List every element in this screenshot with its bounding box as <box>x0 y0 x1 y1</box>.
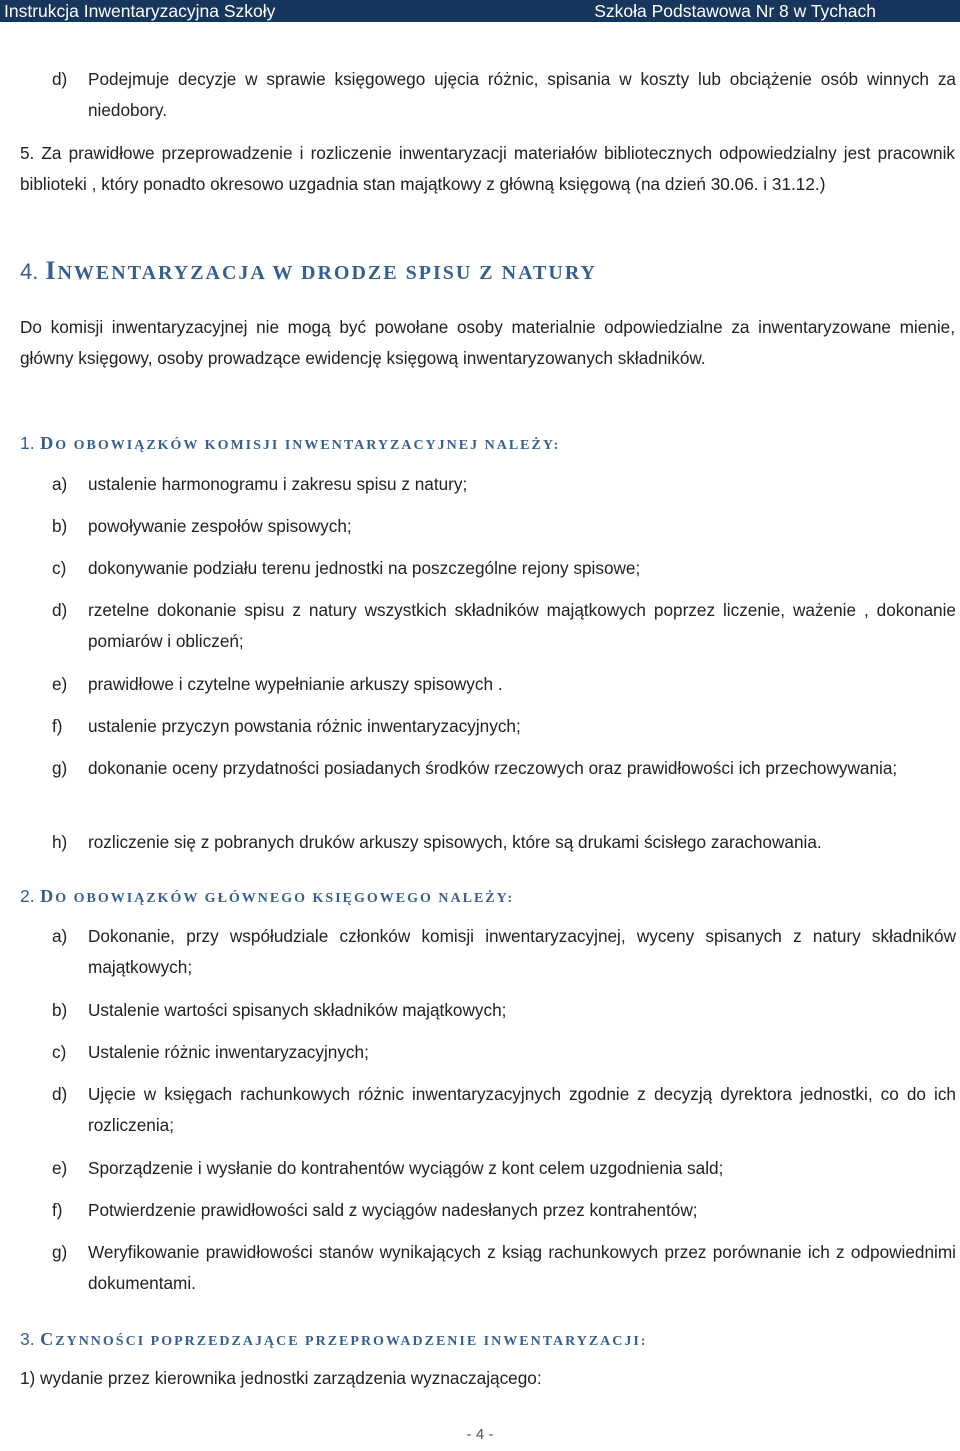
sub-number: 1. <box>20 433 35 453</box>
list-item-text: rozliczenie się z pobranych druków arkuszy spisowych, które są drukami ścisłego zarachowania. <box>88 832 822 852</box>
section-4-intro: Do komisji inwentaryzacyjnej nie mogą być powołane osoby materialnie odpowiedzialne za inwentaryzowane mienie, główny księgowy, osoby prowadzące ewidencję księgową inwentaryzowanych składników. <box>20 317 955 368</box>
list-item-label: d) <box>52 600 68 620</box>
list-item-text: Dokonanie, przy współudziale członków komisji inwentaryzacyjnej, wyceny spisanych z natury składników majątkowych; <box>88 926 956 977</box>
list-item <box>52 511 956 542</box>
list-item-text: prawidłowe i czytelne wypełnianie arkuszy spisowych . <box>88 674 503 694</box>
page-number: - 4 - <box>466 1426 494 1443</box>
list-item-label: f) <box>52 716 63 736</box>
list-item <box>52 753 956 784</box>
list-item-label: f) <box>52 1200 63 1220</box>
list-item-label: c) <box>52 558 67 578</box>
list-item <box>52 1079 956 1141</box>
list-item <box>52 827 956 858</box>
list-item <box>52 1237 956 1299</box>
list-item-label: g) <box>52 758 68 778</box>
list-item <box>52 469 956 500</box>
sub-number: 3. <box>20 1329 35 1349</box>
section-initial: I <box>45 256 58 285</box>
list-item <box>52 1195 956 1226</box>
list-item <box>52 921 956 983</box>
sub-number: 2. <box>20 886 35 906</box>
list-item-text: Potwierdzenie prawidłowości sald z wyciągów nadesłanych przez kontrahentów; <box>88 1200 698 1220</box>
list-item-label: e) <box>52 674 68 694</box>
header-left-title: Instrukcja Inwentaryzacyjna Szkoły <box>4 1 276 21</box>
list-item-label: d) <box>52 69 68 89</box>
point-5-paragraph: 5. Za prawidłowe przeprowadzenie i rozliczenie inwentaryzacji materiałów bibliotecznych odpowiedzialny jest pracownik biblioteki , który ponadto okresowo uzgadnia stan majątkowy z główną księgową (na dzień 30.06. i 31.12.) <box>20 143 955 194</box>
list-item-text: rzetelne dokonanie spisu z natury wszystkich składników majątkowych poprzez liczenie, ważenie , dokonanie pomiarów i obliczeń; <box>88 600 956 651</box>
list-item-text: Weryfikowanie prawidłowości stanów wynikających z ksiąg rachunkowych przez porównanie ich z odpowiednimi dokumentami. <box>88 1242 956 1293</box>
sub-2-heading <box>20 886 514 907</box>
list-item-text: Podejmuje decyzje w sprawie księgowego ujęcia różnic, spisania w koszty lub obciążenie osób winnych za niedobory. <box>88 69 956 120</box>
sub-title-rest: O OBOWIĄZKÓW KOMISJI INWENTARYZACYJNEJ NALEŻY: <box>55 438 561 453</box>
list-item-label: d) <box>52 1084 68 1104</box>
list-item-text: ustalenie harmonogramu i zakresu spisu z natury; <box>88 474 468 494</box>
list-item <box>52 711 956 742</box>
list-item-label: c) <box>52 1042 67 1062</box>
sub-title-rest: ZYNNOŚCI POPRZEDZAJĄCE PRZEPROWADZENIE INWENTARYZACJI: <box>55 1334 648 1349</box>
section-number: 4. <box>20 259 39 284</box>
list-item <box>52 1037 956 1068</box>
list-item-label: h) <box>52 832 68 852</box>
list-item-label: g) <box>52 1242 68 1262</box>
sub-title-rest: O OBOWIĄZKÓW GŁÓWNEGO KSIĘGOWEGO NALEŻY: <box>55 891 515 906</box>
list-item <box>52 1153 956 1184</box>
list-item-label: a) <box>52 926 68 946</box>
list-item <box>52 595 956 657</box>
list-item-text: Ustalenie wartości spisanych składników majątkowych; <box>88 1000 507 1020</box>
list-item <box>52 669 956 700</box>
list-item-text: Sporządzenie i wysłanie do kontrahentów wyciągów z kont celem uzgodnienia sald; <box>88 1158 724 1178</box>
list-item-text: Ustalenie różnic inwentaryzacyjnych; <box>88 1042 369 1062</box>
header-right-title: Szkoła Podstawowa Nr 8 w Tychach <box>594 1 876 21</box>
list-item-text: Ujęcie w księgach rachunkowych różnic inwentaryzacyjnych zgodnie z decyzją dyrektora jednostki, co do ich rozliczenia; <box>88 1084 956 1135</box>
sub-initial: C <box>40 1329 56 1349</box>
sub-1-heading <box>20 433 560 454</box>
list-item <box>52 995 956 1026</box>
list-item-text: ustalenie przyczyn powstania różnic inwentaryzacyjnych; <box>88 716 521 736</box>
list-item-label: a) <box>52 474 68 494</box>
section-title-rest: NWENTARYZACJA W DRODZE SPISU Z NATURY <box>57 262 598 284</box>
sub-3-line-1: 1) wydanie przez kierownika jednostki zarządzenia wyznaczającego: <box>20 1368 542 1388</box>
section-4-heading <box>20 256 597 286</box>
sub-3-heading <box>20 1329 648 1350</box>
sub-initial: D <box>40 433 56 453</box>
list-item-top <box>52 64 956 126</box>
list-item-label: e) <box>52 1158 68 1178</box>
page-header <box>0 0 960 22</box>
list-item-text: dokonanie oceny przydatności posiadanych środków rzeczowych oraz prawidłowości ich przechowywania; <box>88 758 898 778</box>
list-item-label: b) <box>52 1000 68 1020</box>
list-item <box>52 553 956 584</box>
list-item-text: dokonywanie podziału terenu jednostki na poszczególne rejony spisowe; <box>88 558 641 578</box>
list-item-text: powoływanie zespołów spisowych; <box>88 516 352 536</box>
list-item-label: b) <box>52 516 68 536</box>
sub-initial: D <box>40 886 56 906</box>
